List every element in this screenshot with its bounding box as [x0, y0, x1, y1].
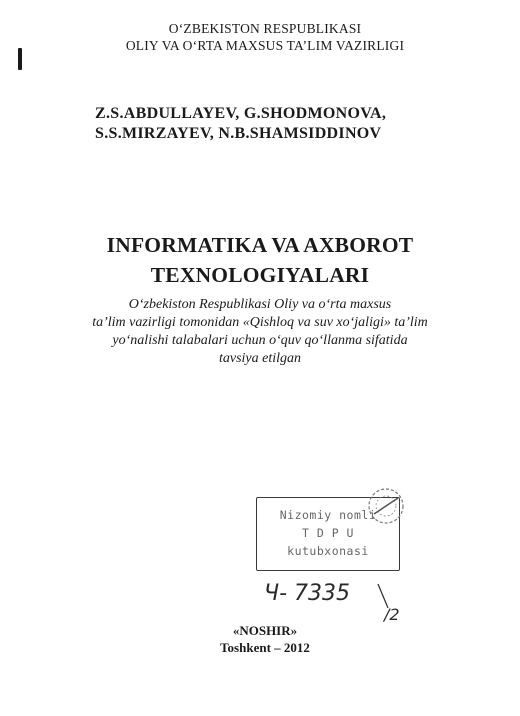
ministry-header — [80, 20, 450, 54]
book-title — [60, 230, 460, 290]
library-stamp-line-2: T D P U — [302, 526, 354, 540]
approval-line-2: ta’lim vazirligi tomonidan «Qishloq va suv xo‘jaligi» ta’lim — [92, 315, 428, 330]
book-title-line-1: INFORMATIKA VA AXBOROT — [106, 233, 414, 257]
ministry-line-1: O‘ZBEKISTON RESPUBLIKASI — [168, 21, 362, 36]
publisher-block — [190, 622, 340, 656]
authors-line-1: Z.S.ABDULLAYEV, G.SHODMONOVA, — [95, 105, 387, 122]
publisher-name: «NOSHIR» — [232, 623, 298, 638]
authors-block — [95, 104, 435, 144]
approval-line-1: O‘zbekiston Respublikasi Oliy va o‘rta maxsus — [128, 297, 392, 312]
authors-line-2: S.S.MIRZAYEV, N.B.SHAMSIDDINOV — [95, 125, 382, 142]
approval-note — [20, 296, 500, 368]
seal-icon — [364, 486, 408, 526]
inventory-number-main: Ч- 7335 — [264, 581, 351, 606]
inventory-number-fraction: /2 — [384, 605, 400, 624]
library-stamp-line-3: kutubxonasi — [287, 544, 369, 558]
publisher-city-year: Toshkent – 2012 — [220, 640, 310, 655]
approval-line-4: tavsiya etilgan — [218, 351, 302, 366]
ministry-line-2: OLIY VA O‘RTA MAXSUS TA’LIM VAZIRLIGI — [125, 38, 405, 53]
book-title-line-2: TEXNOLOGIYALARI — [150, 263, 370, 287]
approval-line-3: yo‘nalishi talabalari uchun o‘quv qo‘llanma sifatida — [112, 333, 408, 348]
scan-edge-mark — [18, 48, 22, 70]
library-stamp-line-1: Nizomiy nomli — [279, 508, 377, 522]
